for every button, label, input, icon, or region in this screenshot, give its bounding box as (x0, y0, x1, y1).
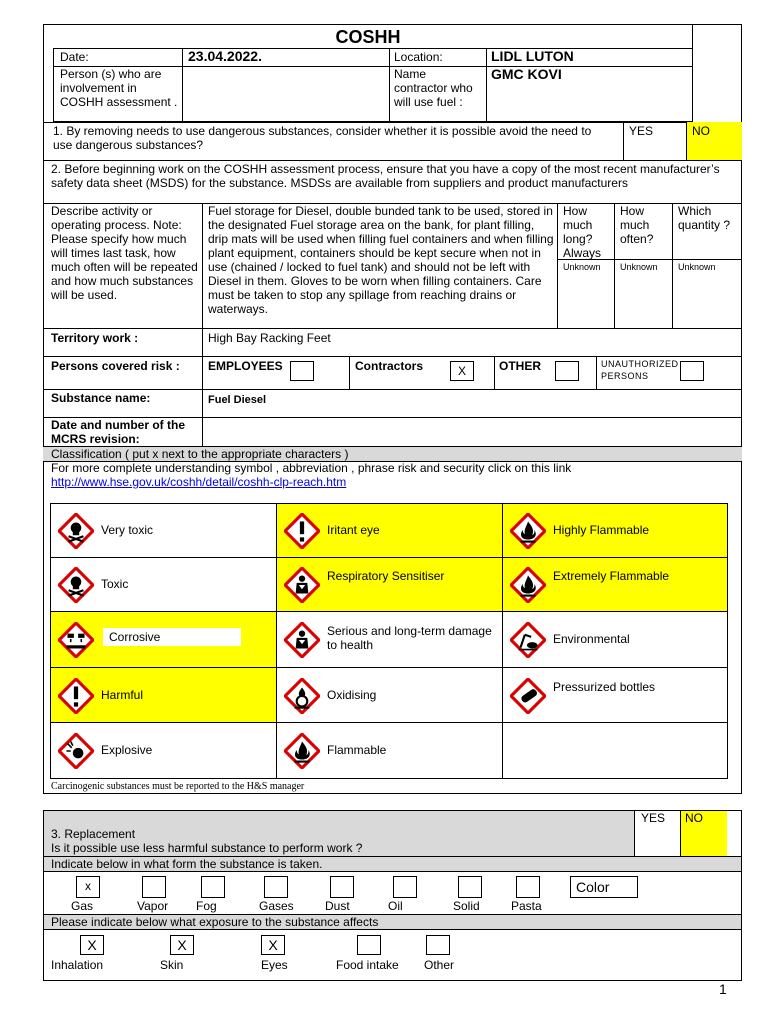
question-1: 1. By removing needs to use dangerous substances, consider whether it is possible avoid the need to use dangerous substances? (53, 124, 592, 152)
unauthorized-label: UNAUTHORIZED PERSONS (601, 359, 679, 381)
form-option-label: Dust (325, 899, 350, 913)
classification-header: Classification ( put x next to the appropriate characters ) (51, 447, 349, 461)
hazard-cell[interactable] (503, 558, 727, 612)
exposure-option-label: Skin (160, 958, 184, 972)
form-checkbox[interactable] (516, 876, 540, 898)
explosive-icon (58, 733, 94, 769)
health-hazard-icon (284, 622, 320, 658)
exposure-header: Please indicate below what exposure to the substance affects (51, 915, 379, 929)
form-option-label: Gases (259, 899, 294, 913)
location-label: Location: (394, 50, 443, 64)
hazard-cell[interactable] (503, 668, 727, 723)
exposure-option-label: Other (424, 958, 455, 972)
persons-involved-label: Person (s) who are involvement in COSHH assessment . (60, 67, 178, 109)
substance-value[interactable]: Fuel Diesel (208, 394, 267, 406)
quantity-value[interactable]: Unknown (678, 262, 716, 272)
exposure-checkbox[interactable]: X (80, 935, 104, 955)
activity-description[interactable]: Fuel storage for Diesel, double bunded tank to be used, stored in the designated Fuel storage area on the bank, for plant filling, drip mats will be used when filling fuel containers and when filling plant equipment, containers should be kept secure when not in use (chained / locked to fuel tank) and should not be left with Diesel in them. Gloves to be worn when filling containers. Care must be taken to stop any spillage from reaching drains or waterways. (208, 204, 554, 316)
hazard-label: Flammable (327, 743, 387, 757)
hazard-cell[interactable] (277, 723, 503, 778)
oxidising-icon (284, 678, 320, 714)
exposure-checkbox[interactable] (426, 935, 450, 955)
location-value[interactable]: LIDL LUTON (491, 48, 574, 64)
date-value[interactable]: 23.04.2022. (188, 48, 262, 64)
persons-covered-label: Persons covered risk : (51, 359, 180, 373)
hazard-label: Very toxic (101, 523, 154, 537)
contractor-value[interactable]: GMC KOVI (491, 66, 562, 82)
hazard-cell[interactable] (277, 504, 503, 558)
hazard-label: Extremely Flammable (553, 569, 670, 583)
form-checkbox[interactable] (458, 876, 482, 898)
hazard-cell[interactable] (277, 558, 503, 612)
exposure-option-label: Inhalation (51, 958, 104, 972)
hse-link[interactable]: http://www.hse.gov.uk/coshh/detail/coshh-clp-reach.htm (51, 475, 347, 489)
carcinogenic-footnote: Carcinogenic substances must be reported to the H&S manager (51, 781, 305, 792)
hazard-label: Harmful (101, 688, 144, 702)
form-header: Indicate below in what form the substance is taken. (51, 857, 323, 871)
hazard-cell[interactable] (51, 558, 277, 612)
hazard-label: Highly Flammable (553, 523, 650, 537)
hazard-label: Environmental (553, 632, 630, 646)
flame-icon (510, 513, 546, 549)
hazard-label: Pressurized bottles (553, 680, 656, 694)
corrosive-icon (58, 622, 94, 658)
employees-label: EMPLOYEES (208, 359, 283, 373)
substance-label: Substance name: (51, 391, 151, 405)
hazard-cell[interactable] (503, 723, 727, 778)
date-label: Date: (60, 50, 89, 64)
flame-icon (284, 733, 320, 769)
q1-yes-option[interactable]: YES (629, 124, 654, 138)
environment-icon (510, 622, 546, 658)
form-option-label: Solid (453, 899, 480, 913)
hazard-cell[interactable] (503, 504, 727, 558)
form-checkbox[interactable]: x (76, 876, 100, 898)
exclamation-icon (284, 513, 320, 549)
employees-checkbox[interactable] (290, 361, 314, 381)
hazard-label: Corrosive (103, 628, 241, 646)
page-title: COSHH (335, 27, 401, 47)
exclamation-icon (58, 678, 94, 714)
q3-title: 3. Replacement (51, 827, 136, 841)
hazard-label: Respiratory Sensitiser (327, 569, 445, 583)
exposure-option-label: Food intake (336, 958, 399, 972)
hazard-label: Oxidising (327, 688, 377, 702)
hazard-label: Toxic (101, 577, 129, 591)
hazard-cell[interactable] (277, 668, 503, 723)
exposure-checkbox[interactable]: X (261, 935, 285, 955)
health-hazard-icon (284, 567, 320, 603)
hazard-cell[interactable] (51, 668, 277, 723)
quantity-header: Which quantity ? (678, 204, 731, 232)
form-option-label: Pasta (511, 899, 542, 913)
hazard-cell[interactable] (51, 504, 277, 558)
hazard-cell[interactable] (503, 612, 727, 668)
q3-question: Is it possible use less harmful substance to perform work ? (51, 841, 363, 855)
how-long-header: How much long? Always (563, 204, 602, 260)
contractors-label: Contractors (355, 359, 424, 373)
contractors-checkbox[interactable]: X (450, 361, 474, 381)
how-often-header: How much often? (620, 204, 654, 246)
how-long-value[interactable]: Unknown (563, 262, 601, 272)
mcrs-label: Date and number of the MCRS revision: (51, 418, 186, 446)
flame-icon (510, 567, 546, 603)
exposure-option-label: Eyes (261, 958, 288, 972)
form-option-label: Gas (71, 899, 94, 913)
form-option-label: Oil (388, 899, 403, 913)
form-checkbox[interactable] (142, 876, 166, 898)
other-label: OTHER (499, 359, 541, 373)
q3-yes-option[interactable]: YES (641, 811, 666, 825)
hazard-label: Explosive (101, 743, 153, 757)
form-checkbox[interactable] (330, 876, 354, 898)
form-checkbox[interactable] (393, 876, 417, 898)
how-often-value[interactable]: Unknown (620, 262, 658, 272)
hazard-label: Serious and long-term damage to health (327, 624, 492, 652)
form-option-label: Vapor (137, 899, 169, 913)
hazard-cell[interactable] (277, 612, 503, 668)
gas-cylinder-icon (510, 678, 546, 714)
other-checkbox[interactable] (555, 361, 579, 381)
exposure-checkbox[interactable]: X (170, 935, 194, 955)
form-checkbox[interactable] (264, 876, 288, 898)
hazard-grid (50, 503, 728, 779)
classification-info: For more complete understanding symbol , abbreviation , phrase risk and security click on this link (51, 461, 572, 475)
unauthorized-checkbox[interactable] (680, 361, 704, 381)
form-option-label: Fog (196, 899, 217, 913)
territory-label: Territory work : (51, 331, 139, 345)
activity-label: Describe activity or operating process. Note: Please specify how much will times last task, how much often will be repeated and how much substances will be used. (51, 204, 198, 302)
color-field[interactable]: Color (570, 876, 638, 898)
hazard-label: Iritant eye (327, 523, 380, 537)
hazard-cell[interactable] (51, 612, 277, 668)
page-number: 1 (719, 981, 727, 997)
skull-icon (58, 567, 94, 603)
question-2: 2. Before beginning work on the COSHH assessment process, ensure that you have a copy of the most recent manufacturer’s safety data sheet (MSDS) for the substance. MSDSs are available from suppliers and product manufacturers (51, 162, 720, 190)
hazard-cell[interactable] (51, 723, 277, 778)
territory-value[interactable]: High Bay Racking Feet (208, 331, 331, 345)
contractor-label: Name contractor who will use fuel : (394, 67, 473, 109)
exposure-checkbox[interactable] (357, 935, 381, 955)
form-checkbox[interactable] (201, 876, 225, 898)
skull-icon (58, 513, 94, 549)
